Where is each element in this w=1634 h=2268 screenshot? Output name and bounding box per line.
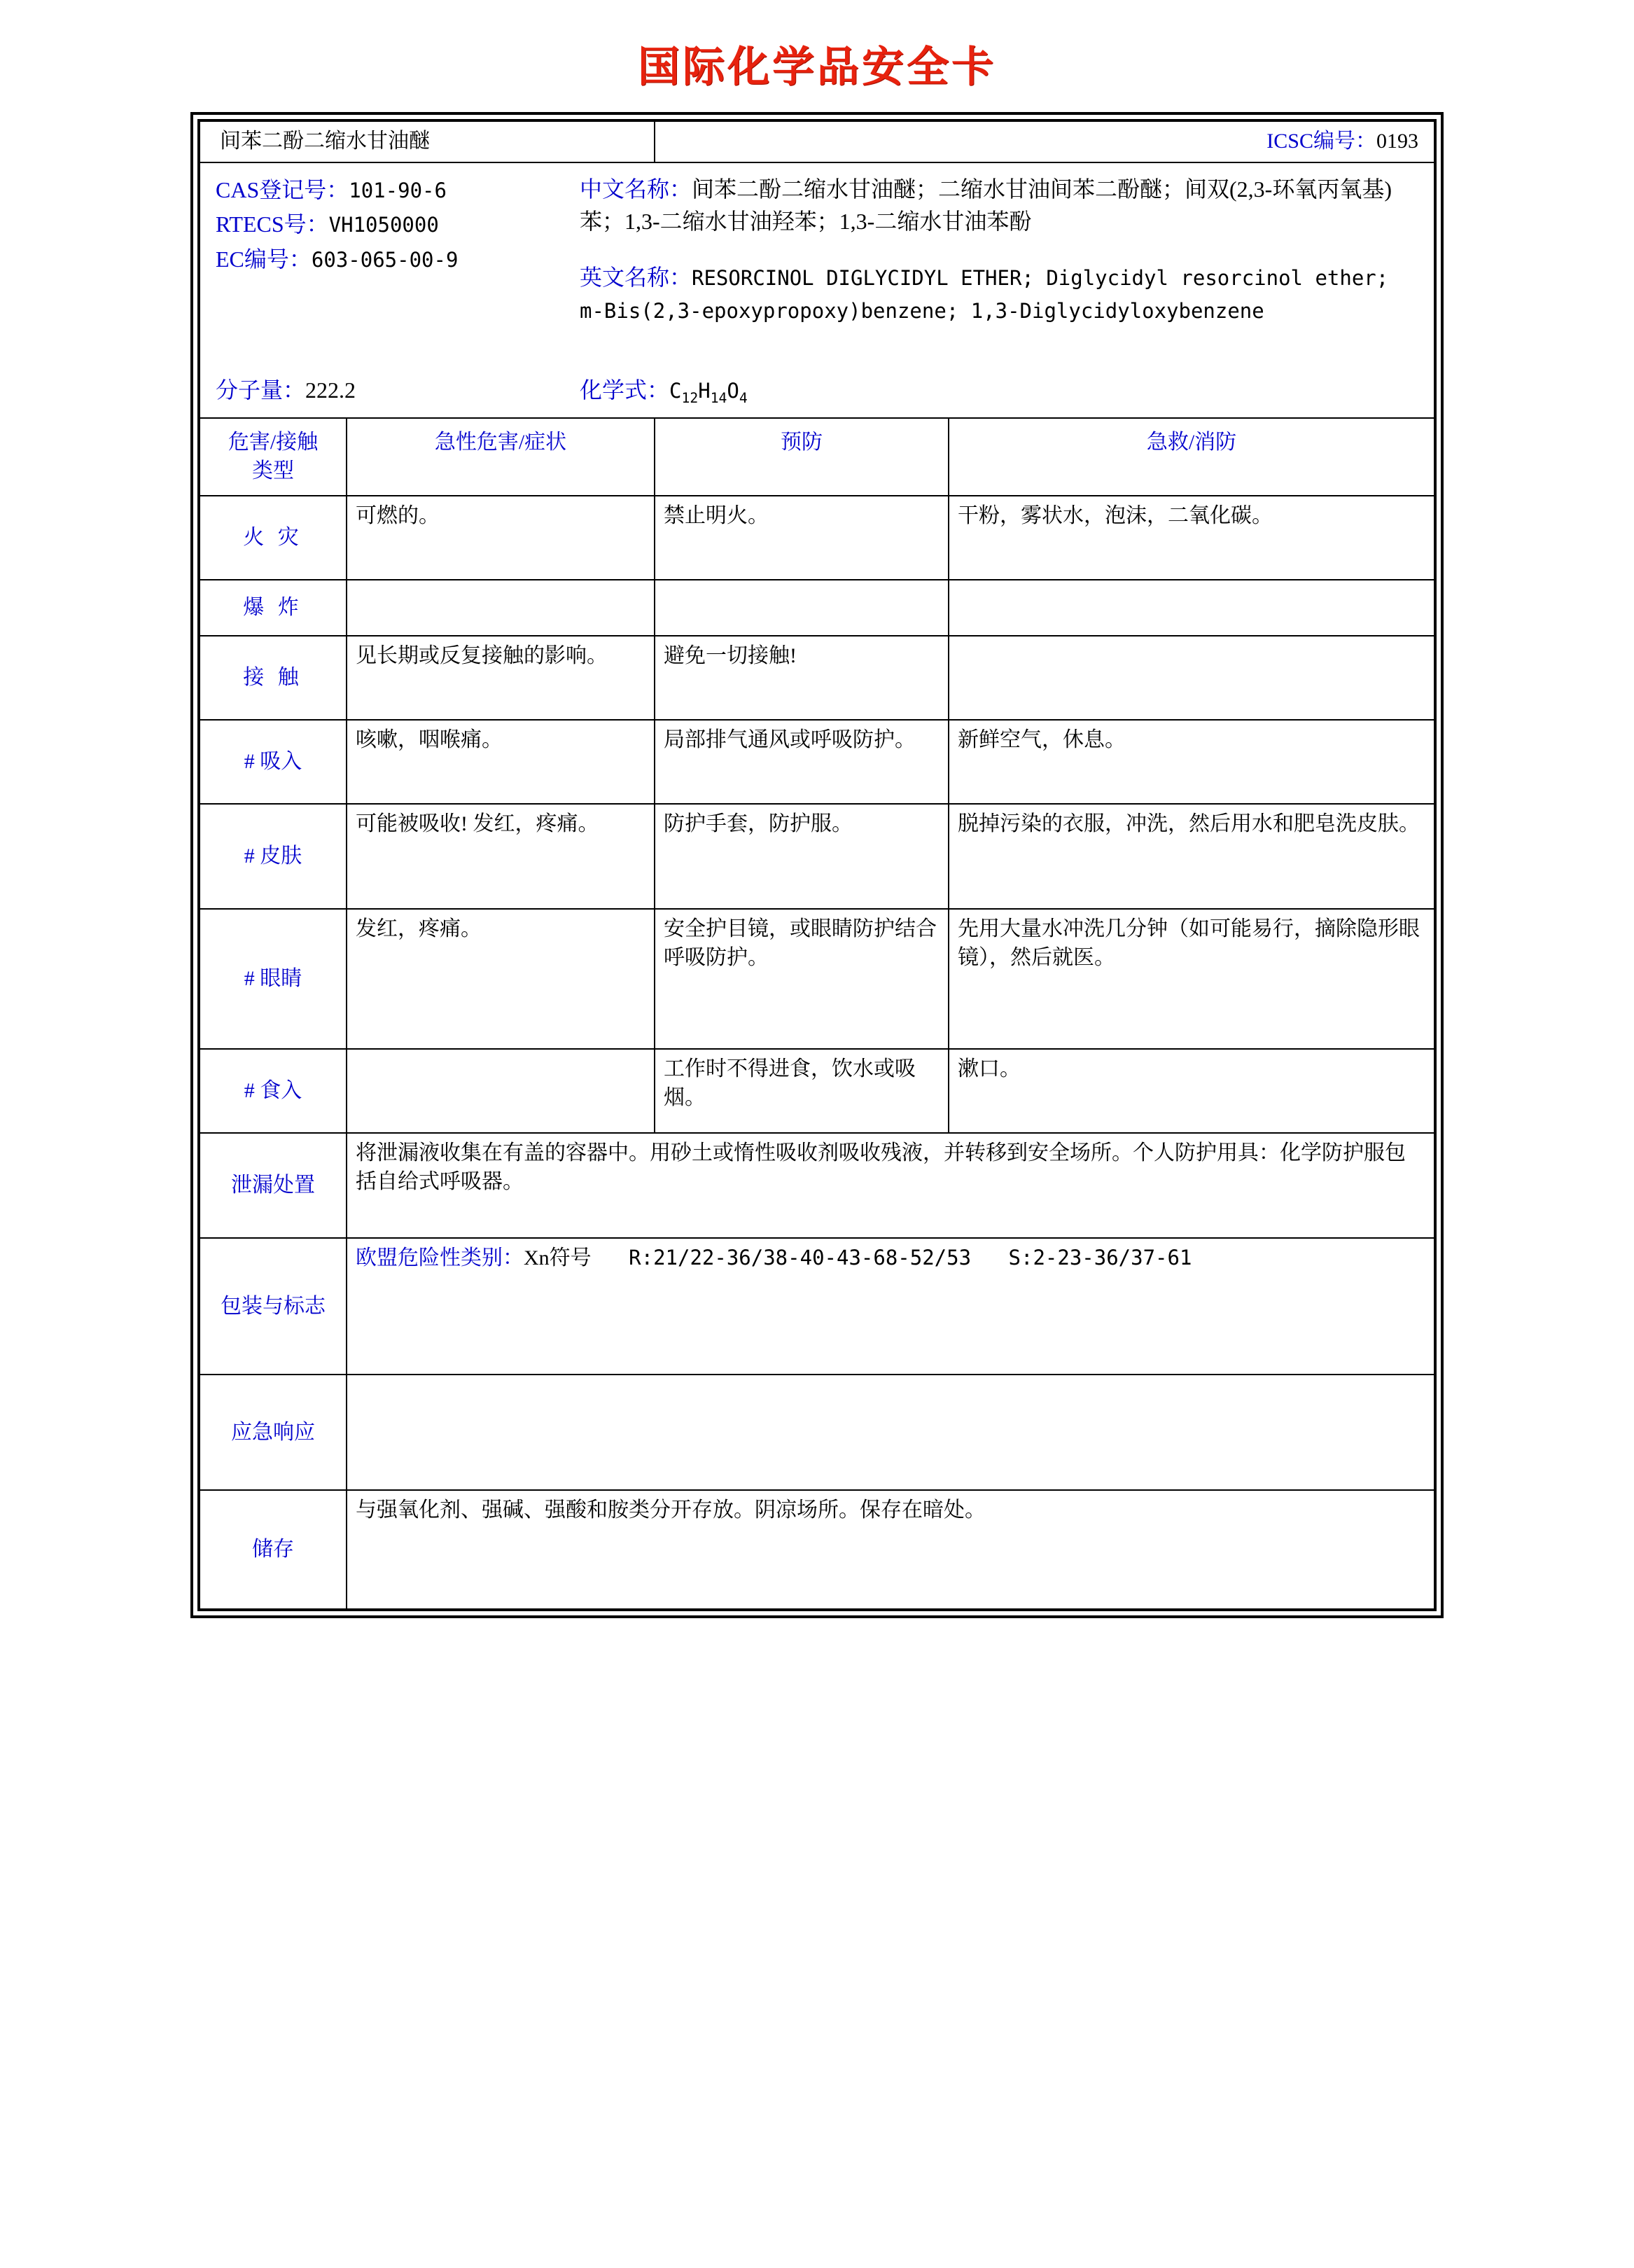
storage-text: 与强氧化剂、强碱、强酸和胺类分开存放。阴凉场所。保存在暗处。 [347, 1490, 1434, 1609]
spill-row [200, 1133, 1434, 1238]
row-exposure-hazard: 见长期或反复接触的影响。 [347, 636, 655, 720]
cas-label: CAS登记号： [216, 176, 349, 202]
spill-label: 泄漏处置 [200, 1133, 347, 1238]
chinese-name-label: 中文名称： [580, 176, 692, 202]
row-fire-hazard: 可燃的。 [347, 496, 655, 580]
row-explosion-prevention [655, 580, 949, 636]
chemical-formula [580, 375, 748, 408]
r-phrases: R:21/22-36/38-40-43-68-52/53 [629, 1246, 972, 1270]
table-row [200, 804, 1434, 909]
col-header-prevention: 预防 [655, 418, 949, 496]
row-exposure-prevention: 避免一切接触! [655, 636, 949, 720]
ec-value: 603-065-00-9 [311, 247, 459, 272]
table-row [200, 909, 1434, 1049]
formula-c-sub: 12 [681, 389, 699, 406]
column-header-row [200, 418, 1434, 496]
english-name-label: 英文名称： [580, 265, 692, 291]
english-name-value: RESORCINOL DIGLYCIDYL ETHER; Diglycidyl resorcinol ether; m-Bis(2,3-epoxypropoxy)benzene; 1,3-Diglycidyloxybenzene [580, 266, 1389, 323]
safety-card-inner [197, 119, 1437, 1611]
page-title: 国际化学品安全卡 [638, 43, 996, 92]
row-fire-prevention: 禁止明火。 [655, 496, 949, 580]
icsc-value: 0193 [1376, 130, 1418, 153]
icsc-page [0, 34, 1634, 2268]
row-label-exposure: 接 触 [200, 636, 347, 720]
rtecs-label: RTECS号： [216, 211, 329, 237]
safety-card [190, 112, 1444, 1618]
table-row [200, 720, 1434, 804]
english-names-line [580, 261, 1418, 326]
identification-cell [200, 162, 1434, 419]
row-inhalation-prevention: 局部排气通风或呼吸防护。 [655, 720, 949, 804]
row-label-ingestion: # 食入 [200, 1049, 347, 1133]
row-inhalation-firstaid: 新鲜空气，休息。 [949, 720, 1434, 804]
names-block [580, 173, 1418, 327]
row-explosion-hazard [347, 580, 655, 636]
emergency-text [347, 1375, 1434, 1490]
row-eyes-firstaid: 先用大量水冲洗几分钟（如可能易行，摘除隐形眼镜），然后就医。 [949, 909, 1434, 1049]
cas-line [216, 173, 580, 208]
table-row [200, 580, 1434, 636]
row-skin-hazard: 可能被吸收! 发红，疼痛。 [347, 804, 655, 909]
row-ingestion-firstaid: 漱口。 [949, 1049, 1434, 1133]
cas-value: 101-90-6 [349, 178, 447, 202]
mw-value: 222.2 [305, 377, 356, 403]
formula-row [216, 375, 1418, 408]
formula-h: H [698, 379, 711, 403]
emergency-row [200, 1375, 1434, 1490]
row-fire-firstaid: 干粉，雾状水，泡沫，二氧化碳。 [949, 496, 1434, 580]
storage-row [200, 1490, 1434, 1609]
col-header-acute-hazards: 急性危害/症状 [347, 418, 655, 496]
row-inhalation-hazard: 咳嗽，咽喉痛。 [347, 720, 655, 804]
col-header-first-aid: 急救/消防 [949, 418, 1434, 496]
chinese-names-line [580, 173, 1418, 238]
molecular-weight [216, 375, 580, 408]
packaging-row [200, 1238, 1434, 1375]
mw-label: 分子量： [216, 377, 306, 403]
row-ingestion-hazard [347, 1049, 655, 1133]
row-label-skin: # 皮肤 [200, 804, 347, 909]
row-skin-firstaid: 脱掉污染的衣服，冲洗，然后用水和肥皂洗皮肤。 [949, 804, 1434, 909]
s-phrases: S:2-23-36/37-61 [1008, 1246, 1192, 1270]
row-label-inhalation: # 吸入 [200, 720, 347, 804]
rtecs-value: VH1050000 [328, 213, 439, 237]
substance-name: 间苯二酚二缩水甘油醚 [200, 121, 655, 162]
packaging-text [347, 1238, 1434, 1375]
row-skin-prevention: 防护手套，防护服。 [655, 804, 949, 909]
formula-label: 化学式： [580, 377, 670, 403]
icsc-number-cell [655, 121, 1434, 162]
table-row [200, 1049, 1434, 1133]
row-explosion-firstaid [949, 580, 1434, 636]
eu-class-label: 欧盟危险性类别： [356, 1246, 524, 1270]
rtecs-line [216, 207, 580, 242]
packaging-label: 包装与标志 [200, 1238, 347, 1375]
eu-class-value: Xn符号 [524, 1246, 592, 1270]
chinese-name-value: 间苯二酚二缩水甘油醚；二缩水甘油间苯二酚醚；间双(2,3-环氧丙氧基)苯；1,3-二缩水甘油羟苯；1,3-二缩水甘油苯酚 [580, 176, 1392, 234]
row-eyes-hazard: 发红，疼痛。 [347, 909, 655, 1049]
formula-o: O [727, 379, 739, 403]
icsc-table [199, 120, 1435, 1610]
formula-value [669, 379, 748, 406]
col-header-hazard-type [200, 418, 347, 496]
row-ingestion-prevention: 工作时不得进食，饮水或吸烟。 [655, 1049, 949, 1133]
table-row [200, 636, 1434, 720]
formula-h-sub: 14 [710, 389, 727, 406]
storage-label: 储存 [200, 1490, 347, 1609]
row-label-explosion: 爆 炸 [200, 580, 347, 636]
header-row [200, 121, 1434, 162]
col-header-hazard-type-line1: 危害/接触 [228, 431, 319, 454]
icsc-label: ICSC编号： [1266, 130, 1376, 153]
formula-c: C [669, 379, 682, 403]
identifier-list [216, 173, 580, 327]
row-label-fire: 火 灾 [200, 496, 347, 580]
row-label-eyes: # 眼睛 [200, 909, 347, 1049]
identification-row [200, 162, 1434, 419]
col-header-hazard-type-line2: 类型 [252, 459, 294, 482]
ec-label: EC编号： [216, 246, 312, 272]
formula-o-sub: 4 [739, 389, 748, 406]
row-exposure-firstaid [949, 636, 1434, 720]
ec-line [216, 242, 580, 277]
spill-text: 将泄漏液收集在有盖的容器中。用砂土或惰性吸收剂吸收残液，并转移到安全场所。个人防护用具：化学防护服包括自给式呼吸器。 [347, 1133, 1434, 1238]
row-eyes-prevention: 安全护目镜，或眼睛防护结合呼吸防护。 [655, 909, 949, 1049]
emergency-label: 应急响应 [200, 1375, 347, 1490]
table-row [200, 496, 1434, 580]
